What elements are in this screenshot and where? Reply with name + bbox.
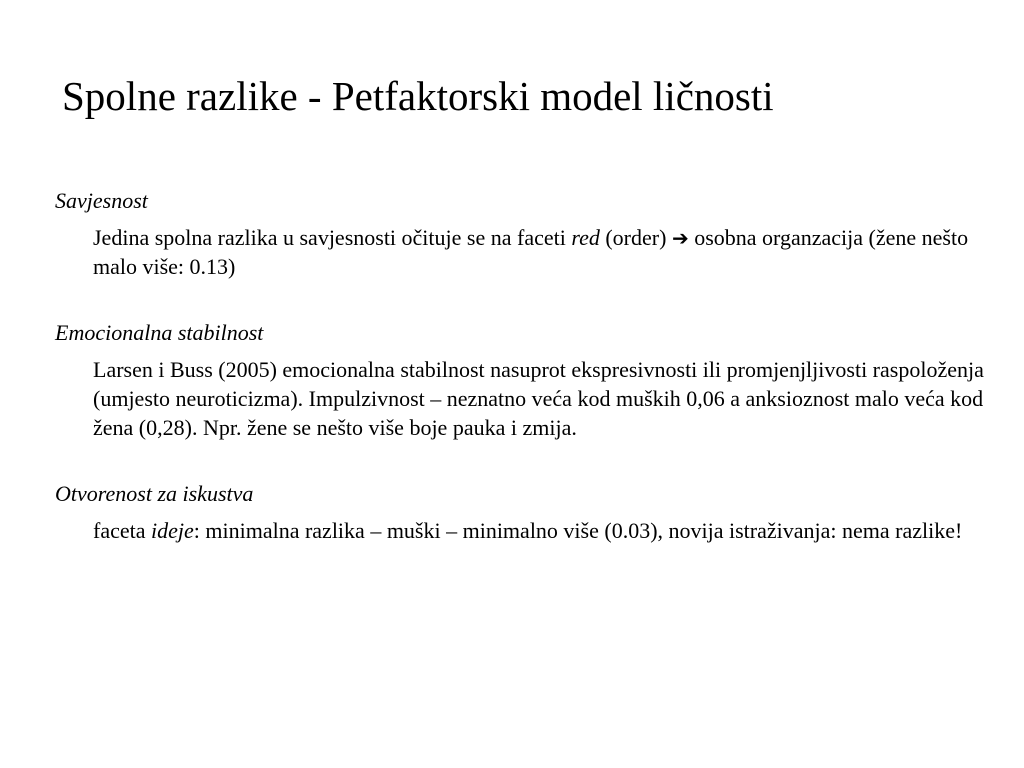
section-heading: Emocionalna stabilnost xyxy=(55,320,264,345)
section-body xyxy=(93,516,998,545)
body-text: osobna organzacija (žene nešto malo više: 0.13) xyxy=(93,225,969,279)
slide-title: Spolne razlike - Petfaktorski model ličnosti xyxy=(62,73,774,119)
slide-content xyxy=(55,186,1005,545)
section-emocionalna-stabilnost xyxy=(55,318,1005,442)
section-heading: Otvorenost za iskustva xyxy=(55,481,254,506)
body-italic-term: red xyxy=(571,225,600,250)
body-text: faceta xyxy=(93,518,151,543)
right-arrow-icon: ➔ xyxy=(671,226,689,250)
body-italic-term: ideje xyxy=(151,518,194,543)
section-body xyxy=(93,223,998,281)
body-text: (order) xyxy=(599,225,672,250)
body-text: : minimalna razlika – muški – minimalno više (0.03), novija istraživanja: nema razlike! xyxy=(193,518,963,543)
section-otvorenost xyxy=(55,479,1005,545)
body-text: Jedina spolna razlika u savjesnosti očituje se na faceti xyxy=(93,225,572,250)
section-heading: Savjesnost xyxy=(55,188,148,213)
section-body: Larsen i Buss (2005) emocionalna stabilnost nasuprot ekspresivnosti ili promjenjljivosti raspoloženja (umjesto neuroticizma). Impulzivnost – neznatno veća kod muških 0,06 a anksioznost malo veća kod žena (0,28). Npr. žene se nešto više boje pauka i zmija. xyxy=(93,357,984,440)
section-savjesnost xyxy=(55,186,1005,281)
